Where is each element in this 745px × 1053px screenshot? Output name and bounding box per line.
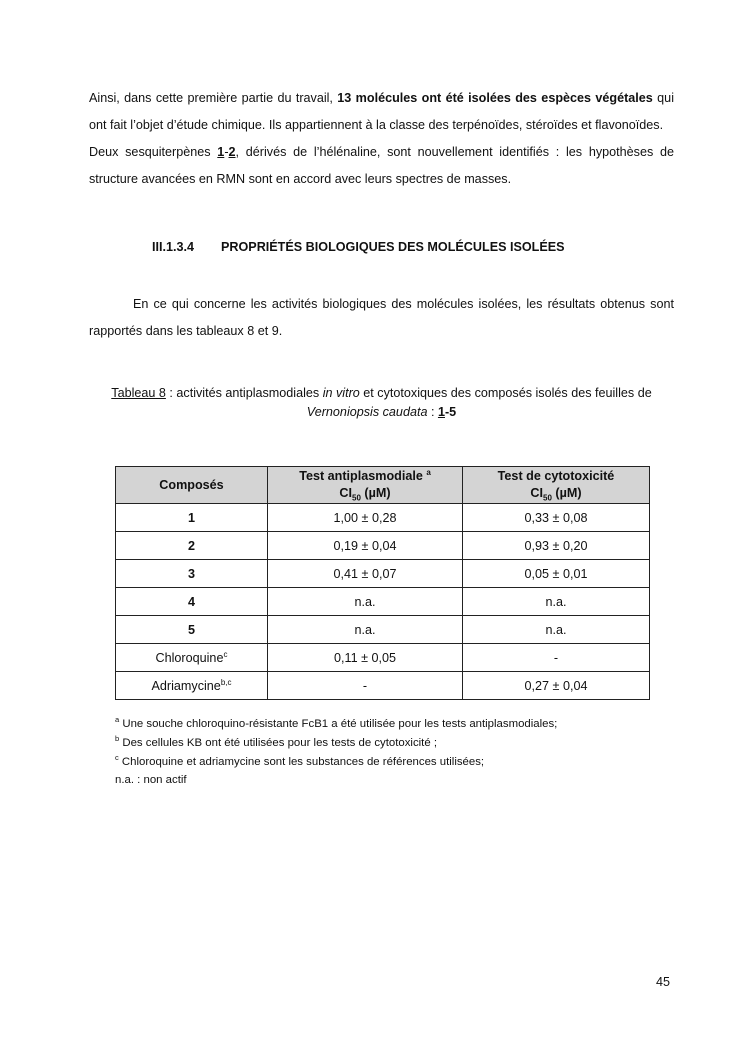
- cell-compound: Adriamycine$^{b,c}$: [116, 672, 268, 700]
- header-compounds: Composés: [116, 467, 268, 504]
- summary-bold-text: 13 molécules ont été isolées des espèces végétales: [337, 91, 653, 105]
- paragraph-summary: Ainsi, dans cette première partie du travail, 13 molécules ont été isolées des espèces végétales qui ont fait l’objet d’étude chimique. Ils appartiennent à la classe des terpénoïdes, stéroïdes et flavonoïdes. Deux sesquiterpènes 1-2, dérivés de l’hélénaline, sont nouvellement identifiés : les hypothèses de structure avancées en RMN sont en accord avec leurs spectres de masses.: [89, 91, 674, 186]
- caption-label: Tableau 8: [111, 386, 166, 400]
- compound-ref-2: 2: [228, 145, 236, 159]
- cell-cytotoxicity: 0,33 ± 0,08: [463, 504, 650, 532]
- cell-cytotoxicity: 0,93 ± 0,20: [463, 532, 650, 560]
- table-row: [116, 532, 650, 560]
- footnote-c: $^c$ Chloroquine et adriamycine sont les substances de références utilisées;: [115, 753, 485, 768]
- table-row: [116, 644, 650, 672]
- paragraph-intro: En ce qui concerne les activités biologiques des molécules isolées, les résultats obtenus sont rapportés dans les tableaux 8 et 9.: [89, 297, 674, 338]
- cell-antiplasmodial: n.a.: [268, 588, 463, 616]
- cell-cytotoxicity: n.a.: [463, 588, 650, 616]
- table-header-row: [116, 467, 650, 504]
- cell-cytotoxicity: -: [463, 644, 650, 672]
- header-cytotoxicity: Test de cytotoxicité $CI_{50}$ (µM): [463, 467, 650, 504]
- cell-compound: 4: [116, 588, 268, 616]
- cell-antiplasmodial: -: [268, 672, 463, 700]
- cell-antiplasmodial: 0,41 ± 0,07: [268, 560, 463, 588]
- cell-compound: Chloroquine$^c$: [116, 644, 268, 672]
- cell-compound: 1: [116, 504, 268, 532]
- footnote-b: $^b$ Des cellules KB ont été utilisées pour les tests de cytotoxicité ;: [115, 734, 438, 749]
- cell-antiplasmodial: 1,00 ± 0,28: [268, 504, 463, 532]
- table-row: [116, 672, 650, 700]
- results-table: [115, 466, 650, 700]
- table-row: [116, 560, 650, 588]
- page-number: 45: [656, 975, 671, 989]
- header-antiplasmodial: Test antiplasmodiale $^a$ $CI_{50}$ (µM): [268, 467, 463, 504]
- species-name: Vernoniopsis caudata: [306, 405, 428, 419]
- cell-compound: 3: [116, 560, 268, 588]
- cell-compound: 2: [116, 532, 268, 560]
- cell-cytotoxicity: 0,05 ± 0,01: [463, 560, 650, 588]
- footnote-a: $^a$ Une souche chloroquino-résistante FcB1 a été utilisée pour les tests antiplasmodiales;: [115, 715, 558, 730]
- footnote-na: n.a. : non actif: [115, 774, 187, 786]
- table-row: [116, 616, 650, 644]
- section-heading: [152, 240, 565, 254]
- table-row: [116, 504, 650, 532]
- compound-ref-1: 1: [217, 145, 225, 159]
- table-row: [116, 588, 650, 616]
- section-title: PROPRIÉTÉS BIOLOGIQUES DES MOLÉCULES ISOLÉES: [221, 240, 565, 254]
- cell-antiplasmodial: 0,19 ± 0,04: [268, 532, 463, 560]
- cell-cytotoxicity: n.a.: [463, 616, 650, 644]
- section-number: III.1.3.4: [152, 240, 195, 254]
- table-caption: Tableau 8 : activités antiplasmodiales in vitro et cytotoxiques des composés isolés des feuilles de Vernoniopsis caudata : 1-5: [111, 386, 652, 419]
- cell-cytotoxicity: 0,27 ± 0,04: [463, 672, 650, 700]
- cell-antiplasmodial: n.a.: [268, 616, 463, 644]
- cell-compound: 5: [116, 616, 268, 644]
- cell-antiplasmodial: 0,11 ± 0,05: [268, 644, 463, 672]
